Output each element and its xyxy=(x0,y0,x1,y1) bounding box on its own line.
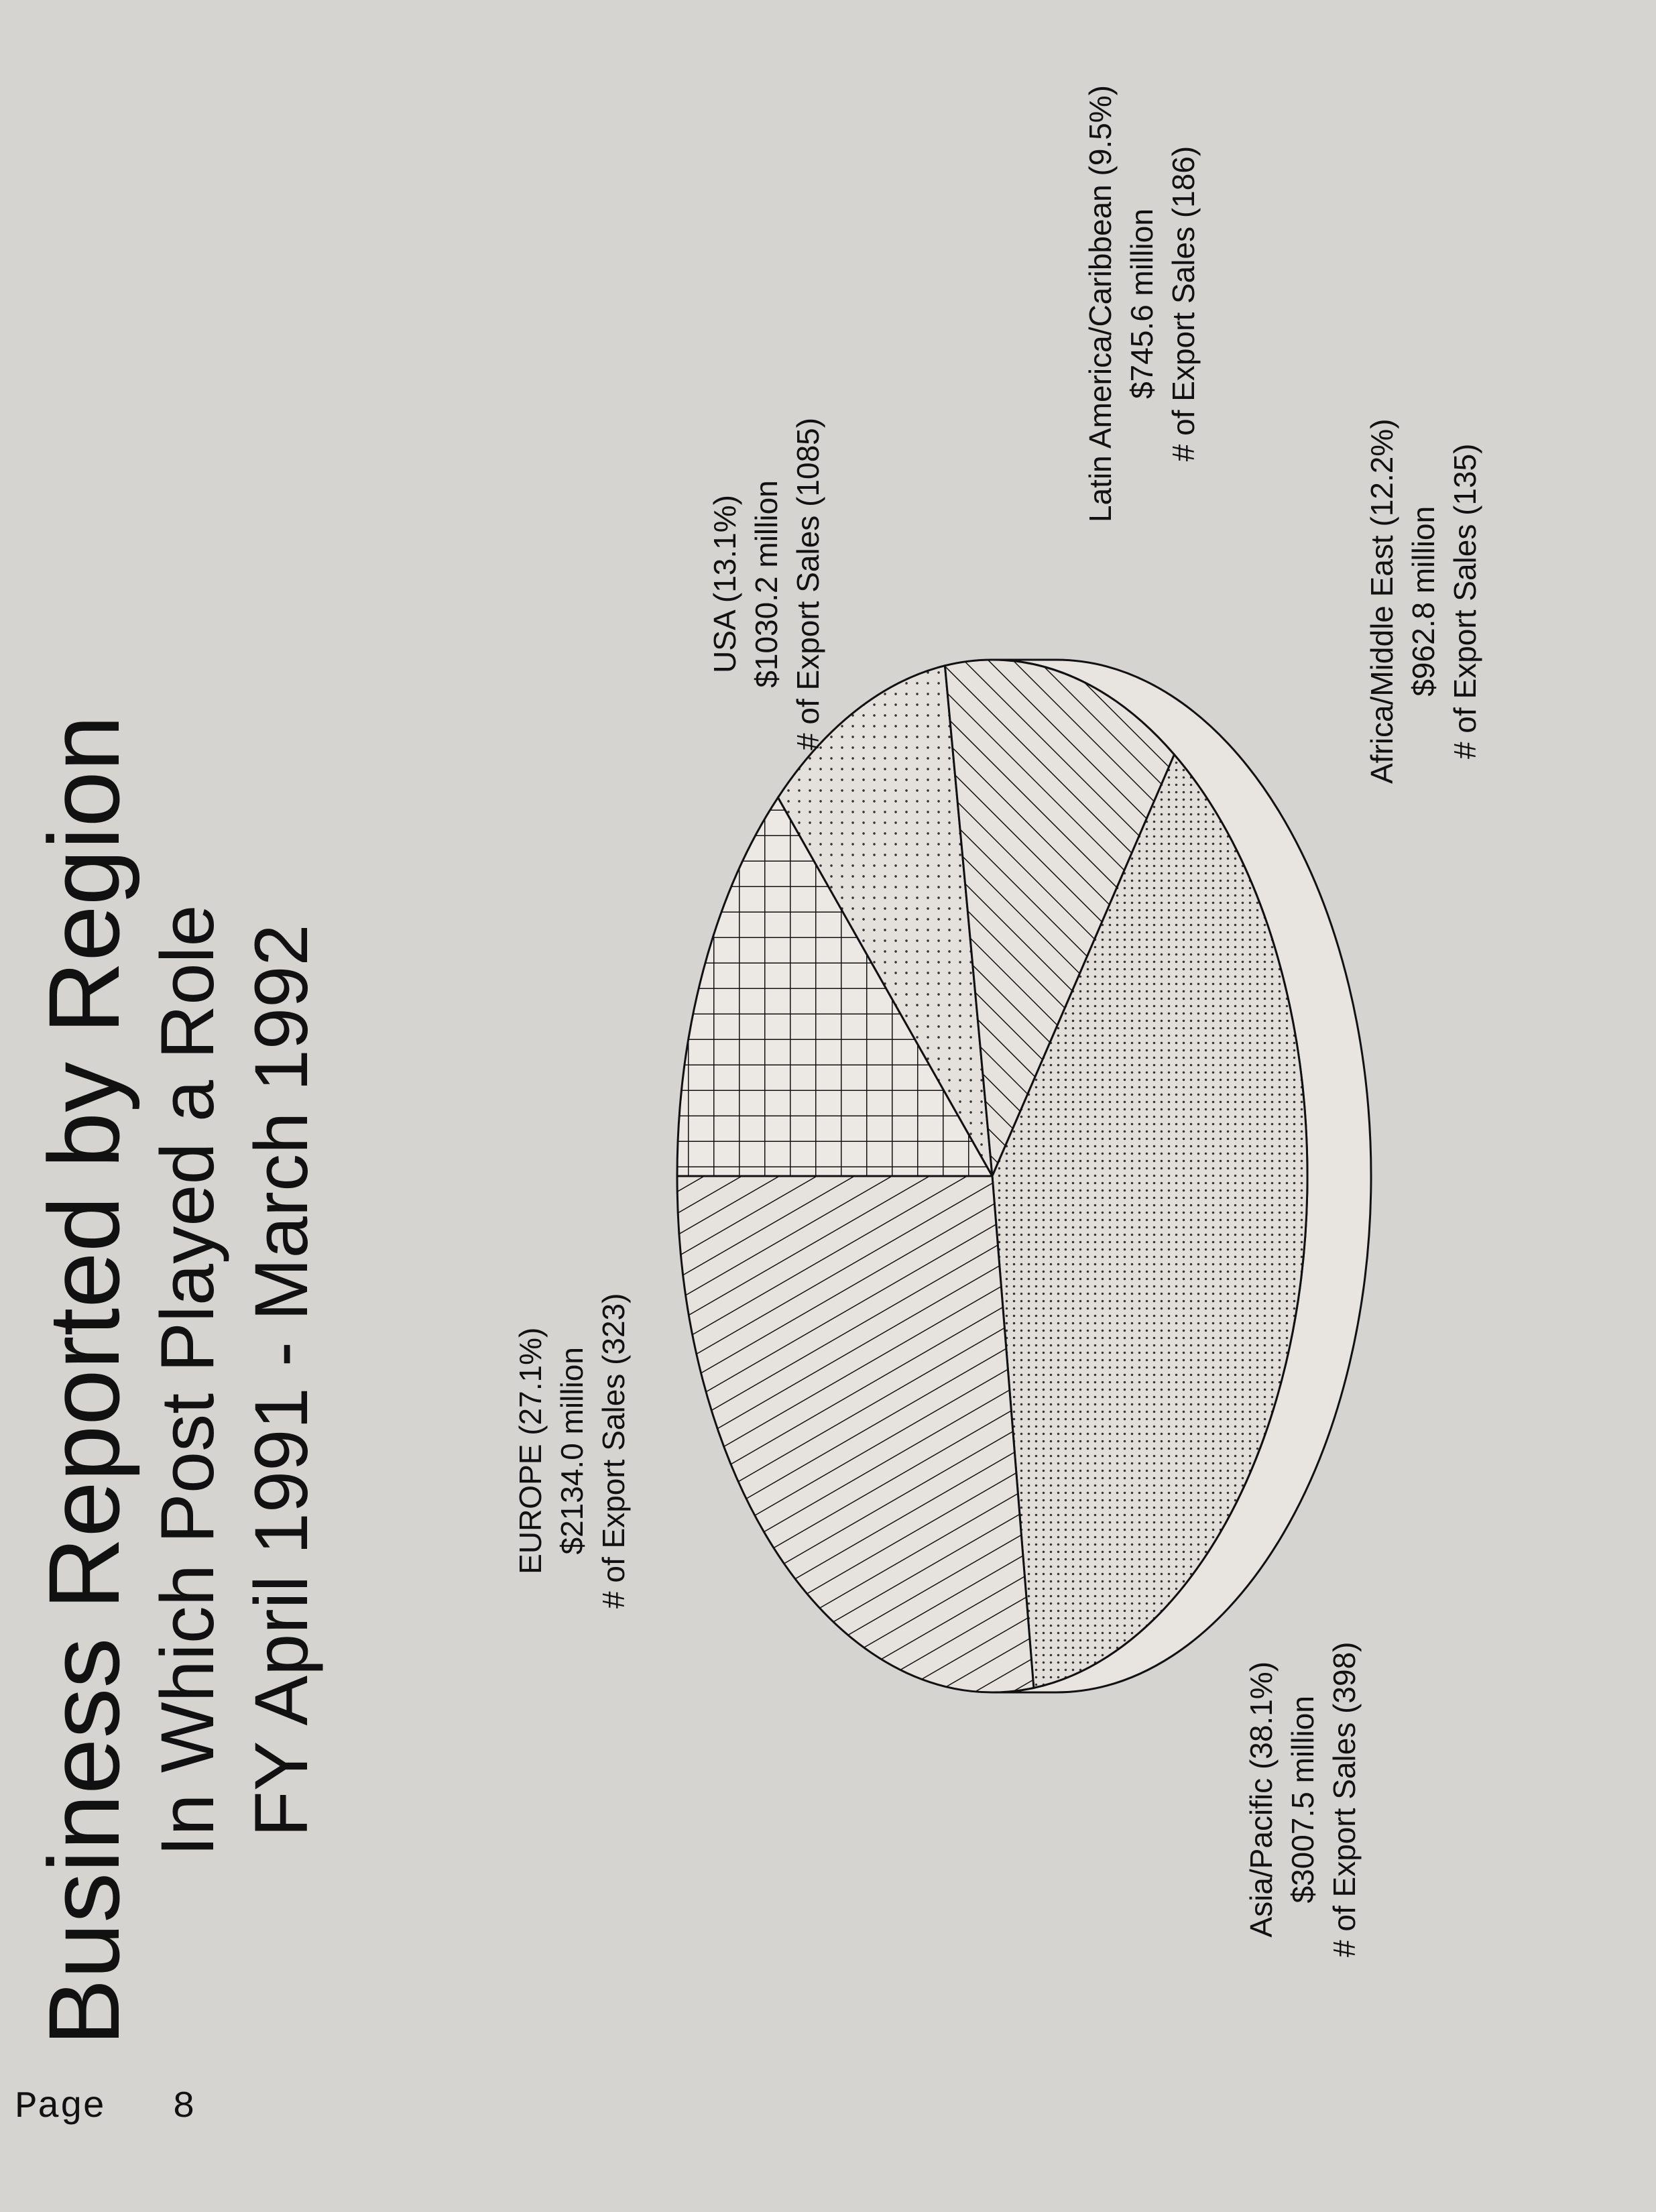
slice-pct-label: Africa/Middle East (12.2%) xyxy=(1364,418,1399,784)
slice-label-usa xyxy=(704,418,829,750)
slice-pct-label: USA (13.1%) xyxy=(707,495,742,673)
slice-label-asia-pacific xyxy=(1240,1642,1365,1957)
slice-label-africa-middle-east xyxy=(1361,418,1486,784)
slice-value-label: $2134.0 million xyxy=(554,1347,589,1555)
slice-value-label: $962.8 million xyxy=(1406,506,1441,697)
slice-pct-label: Asia/Pacific (38.1%) xyxy=(1244,1661,1279,1938)
page-number-value: 8 xyxy=(172,2085,195,2128)
slice-count-label: # of Export Sales (135) xyxy=(1447,443,1482,759)
slice-count-label: # of Export Sales (323) xyxy=(596,1293,631,1609)
slice-count-label: # of Export Sales (186) xyxy=(1166,145,1201,462)
slice-value-label: $745.6 million xyxy=(1124,209,1159,399)
slice-label-europe xyxy=(510,1293,634,1609)
slice-pct-label: Latin America/Caribbean (9.5%) xyxy=(1083,85,1118,522)
pie-slice-europe xyxy=(677,1176,1034,1692)
page-number xyxy=(15,2085,195,2128)
slice-count-label: # of Export Sales (398) xyxy=(1327,1641,1362,1957)
slice-value-label: $3007.5 million xyxy=(1285,1696,1320,1904)
slice-label-latin-america xyxy=(1079,85,1204,522)
chart-title: Business Reported by Region xyxy=(27,715,140,2046)
page-label: Page xyxy=(15,2085,105,2128)
slice-pct-label: EUROPE (27.1%) xyxy=(513,1327,548,1574)
slice-count-label: # of Export Sales (1085) xyxy=(790,417,825,750)
chart-subtitle-1: In Which Post Played a Role xyxy=(145,905,229,1857)
slice-value-label: $1030.2 million xyxy=(749,480,784,688)
chart-subtitle-2: FY April 1991 - March 1992 xyxy=(239,924,323,1837)
